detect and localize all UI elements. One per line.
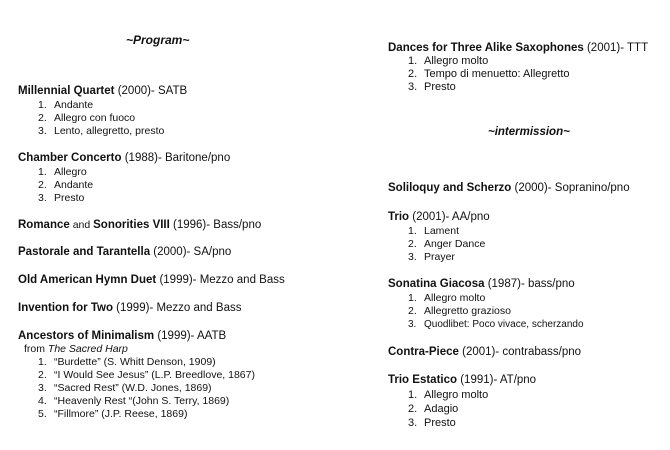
piece-chamber-concerto: [18, 151, 230, 205]
movement-list: [388, 225, 490, 264]
movement-label: “Sacred Rest” (W.D. Jones, 1869): [54, 382, 212, 394]
movement-label: “I Would See Jesus” (L.P. Breedlove, 1867): [54, 369, 255, 381]
piece-pastorale-tarantella: [18, 245, 231, 259]
movement-number: 2.: [408, 68, 418, 80]
movement-label: Quodlibet: Poco vivace, scherzando: [424, 319, 584, 330]
movement-number: 2.: [38, 369, 47, 381]
movement-number: 1.: [408, 225, 417, 237]
movement-label: Andante: [54, 99, 94, 111]
movement-item: [18, 112, 187, 125]
movement-number: 3.: [408, 251, 417, 263]
piece-title: Trio: [388, 211, 410, 223]
piece-meta: (2000)- Sopranino/pno: [511, 182, 630, 194]
movement-item: [18, 192, 230, 205]
movement-item: [18, 356, 255, 369]
movement-list: [388, 388, 536, 430]
movement-item: [388, 225, 490, 238]
movement-label: Adagio: [424, 403, 459, 415]
movement-number: 1.: [38, 166, 47, 178]
program-heading: ~Program~: [126, 33, 190, 47]
piece-meta: (1999)- Mezzo and Bass: [112, 302, 242, 314]
source-title: The Sacred Harp: [47, 343, 128, 355]
movement-item: [388, 416, 536, 430]
movement-list: [388, 55, 648, 94]
movement-list: [18, 99, 187, 138]
piece-meta: (2000)- SA/pno: [150, 246, 232, 258]
movement-number: 1.: [408, 389, 418, 401]
piece-title-line: [18, 245, 231, 259]
movement-item: [388, 55, 648, 68]
movement-label: Tempo di menuetto: Allegretto: [424, 68, 570, 80]
piece-title-line: [18, 218, 261, 232]
movement-number: 2.: [408, 305, 417, 317]
movement-number: 2.: [408, 238, 417, 250]
movement-item: [18, 99, 187, 112]
piece-title-line: [388, 41, 648, 55]
movement-number: 3.: [38, 382, 47, 394]
piece-invention-for-two: [18, 301, 241, 315]
movement-item: [388, 68, 648, 81]
piece-title: Chamber Concerto: [18, 152, 122, 164]
piece-sonatina-giacosa: [388, 277, 584, 331]
piece-meta: (1987)- bass/pno: [484, 278, 575, 290]
movement-label: Anger Dance: [424, 238, 486, 250]
piece-trio: [388, 210, 490, 264]
movement-label: “Fillmore” (J.P. Reese, 1869): [54, 408, 188, 420]
movement-label: “Heavenly Rest “(John S. Terry, 1869): [54, 395, 230, 407]
movement-label: Allegretto grazioso: [424, 305, 511, 317]
piece-title: Ancestors of Minimalism: [18, 330, 155, 342]
piece-title: Old American Hymn Duet: [18, 274, 157, 286]
source-prefix: from: [24, 343, 48, 355]
piece-title-line: [388, 277, 584, 291]
movement-item: [18, 125, 187, 138]
movement-number: 3.: [408, 319, 417, 330]
piece-title-line: [18, 151, 230, 165]
movement-item: [388, 238, 490, 251]
piece-millennial-quartet: [18, 84, 187, 138]
piece-title-line: [388, 181, 630, 195]
movement-number: 4.: [38, 395, 47, 407]
piece-title-line: [388, 345, 581, 359]
movement-item: [18, 395, 255, 408]
movement-label: Presto: [54, 192, 85, 204]
piece-title-line: [388, 210, 490, 224]
movement-item: [388, 318, 584, 331]
movement-list: [18, 356, 255, 421]
movement-label: Allegro molto: [424, 389, 489, 401]
piece-title: Soliloquy and Scherzo: [388, 182, 512, 194]
piece-title: Invention for Two: [18, 302, 113, 314]
movement-number: 3.: [408, 81, 418, 93]
piece-meta: (1999)- Mezzo and Bass: [156, 274, 285, 286]
piece-meta: (2001)- AA/pno: [409, 211, 490, 223]
piece-soliloquy-scherzo: [388, 181, 630, 195]
piece-old-american-hymn-duet: [18, 273, 285, 287]
piece-title-conjunction: and: [69, 219, 94, 231]
piece-title: Pastorale and Tarantella: [18, 246, 151, 258]
movement-label: Allegro molto: [424, 292, 486, 304]
piece-meta: (1991)- AT/pno: [457, 374, 537, 386]
movement-number: 1.: [38, 356, 47, 368]
movement-item: [388, 251, 490, 264]
piece-ancestors-of-minimalism: [18, 329, 255, 421]
piece-contra-piece: [388, 345, 581, 359]
piece-title: Romance: [18, 219, 70, 231]
movement-number: 1.: [408, 55, 418, 67]
movement-label: Andante: [54, 179, 94, 191]
movement-item: [388, 402, 536, 416]
piece-title: Dances for Three Alike Saxophones: [388, 42, 584, 54]
movement-number: 3.: [38, 125, 47, 137]
piece-title-line: [18, 301, 241, 315]
movement-item: [18, 179, 230, 192]
piece-meta: (2000)- SATB: [114, 85, 188, 97]
movement-label: Allegro: [54, 166, 87, 178]
movement-label: Presto: [424, 81, 456, 93]
movement-label: Allegro molto: [424, 55, 489, 67]
movement-item: [18, 408, 255, 421]
movement-number: 3.: [38, 192, 47, 204]
piece-title-line: [18, 273, 285, 287]
piece-title-line: [18, 84, 187, 98]
movement-label: Presto: [424, 417, 456, 429]
movement-number: 2.: [38, 112, 47, 124]
movement-item: [18, 166, 230, 179]
piece-meta: (1988)- Baritone/pno: [121, 152, 231, 164]
movement-item: [18, 369, 255, 382]
piece-romance-sonorities: [18, 218, 261, 232]
movement-number: 1.: [408, 292, 417, 304]
movement-number: 2.: [38, 179, 47, 191]
piece-dances-three-alike-saxophones: [388, 41, 648, 94]
piece-title: Millennial Quartet: [18, 85, 115, 97]
movement-number: 2.: [408, 403, 418, 415]
piece-title-second: Sonorities VIII: [93, 219, 170, 231]
movement-label: Lento, allegretto, presto: [54, 125, 165, 137]
movement-label: “Burdette” (S. Whitt Denson, 1909): [54, 356, 216, 368]
movement-item: [388, 305, 584, 318]
movement-item: [388, 292, 584, 305]
piece-trio-estatico: [388, 373, 536, 430]
piece-title: Contra-Piece: [388, 346, 459, 358]
piece-meta: (2001)- contrabass/pno: [458, 346, 582, 358]
movement-number: 5.: [38, 408, 47, 420]
movement-item: [388, 81, 648, 94]
piece-title-line: [388, 373, 536, 387]
movement-item: [388, 388, 536, 402]
piece-meta: (2001)- TTT: [583, 42, 649, 54]
piece-meta: (1996)- Bass/pno: [169, 219, 262, 231]
movement-label: Allegro con fuoco: [54, 112, 136, 124]
piece-title: Sonatina Giacosa: [388, 278, 485, 290]
movement-number: 1.: [38, 99, 47, 111]
intermission-heading: ~intermission~: [488, 126, 570, 138]
movement-number: 3.: [408, 417, 418, 429]
source-line: [18, 343, 255, 356]
piece-title-line: [18, 329, 255, 343]
movement-list: [18, 166, 230, 205]
movement-label: Lament: [424, 225, 460, 237]
movement-item: [18, 382, 255, 395]
piece-meta: (1999)- AATB: [154, 330, 227, 342]
movement-label: Prayer: [424, 251, 455, 263]
movement-list: [388, 292, 584, 331]
piece-title: Trio Estatico: [388, 374, 458, 386]
